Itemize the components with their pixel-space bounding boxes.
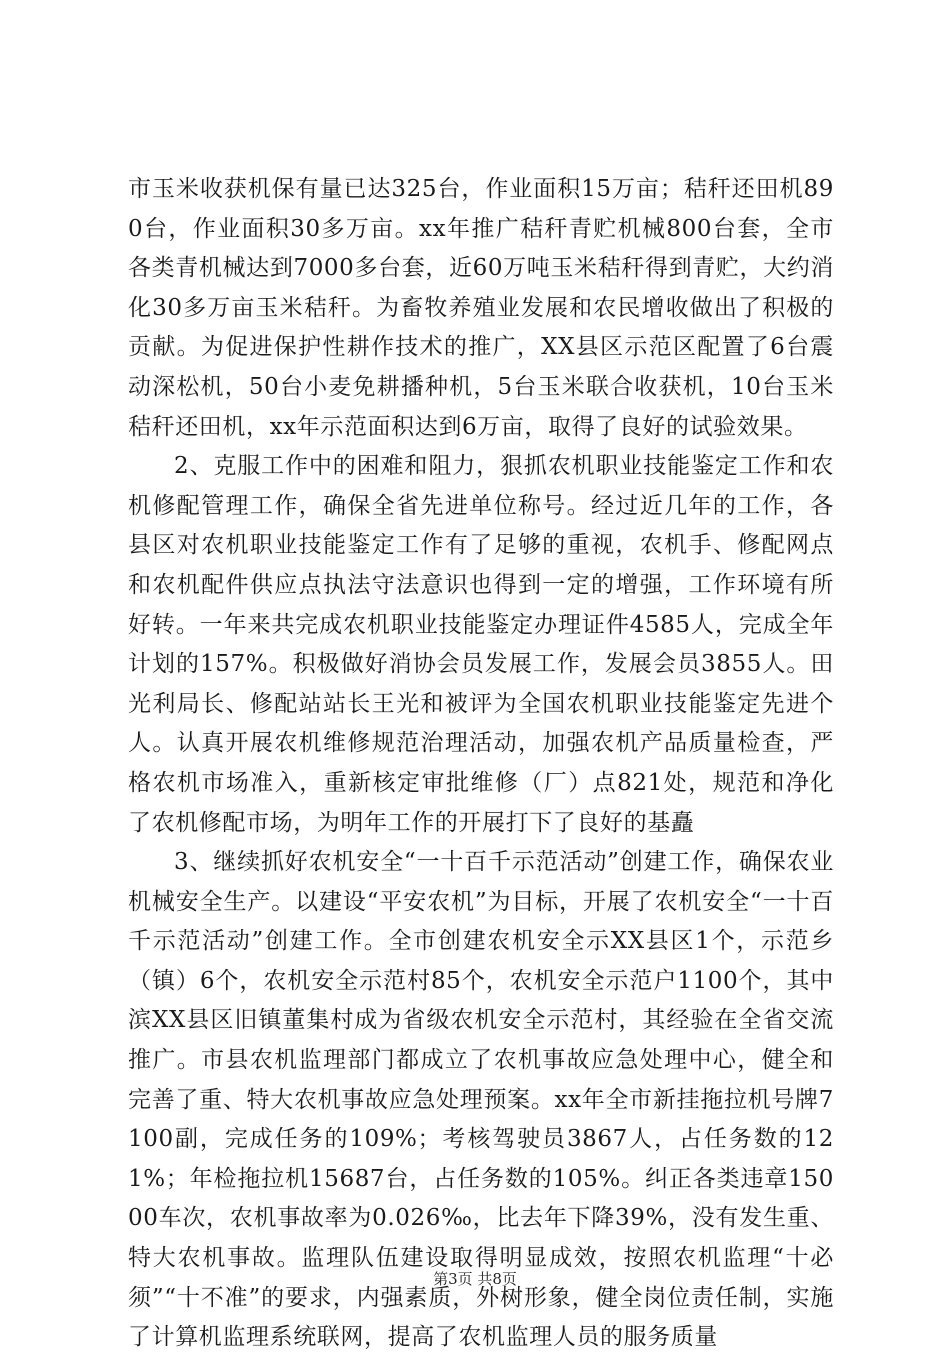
document-body (128, 170, 834, 1358)
page-number-footer: 第3页 共8页 (433, 1270, 517, 1288)
paragraph-item-3: 3、继续抓好农机安全“一十百千示范活动”创建工作，确保农业机械安全生产。以建设“平安农机”为目标，开展了农机安全“一十百千示范活动”创建工作。全市创建农机安全示XX县区1个，示范乡（镇）6个，农机安全示范村85个，农机安全示范户1100个，其中滨XX县区旧镇董集村成为省级农机安全示范村，其经验在全省交流推广。市县农机监理部门都成立了农机事故应急处理中心，健全和完善了重、特大农机事故应急处理预案。xx年全市新挂拖拉机号牌7100副，完成任务的109%；考核驾驶员3867人，占任务数的121%；年检拖拉机15687台，占任务数的105%。纠正各类违章15000车次，农机事故率为0.026‰，比去年下降39%，没有发生重、特大农机事故。监理队伍建设取得明显成效，按照农机监理“十必须”“十不准”的要求，内强素质，外树形象，健全岗位责任制，实施了计算机监理系统联网，提高了农机监理人员的服务质量 (128, 849, 834, 1351)
paragraph-continuation: 市玉米收获机保有量已达325台，作业面积15万亩；秸秆还田机890台，作业面积30多万亩。xx年推广秸秆青贮机械800台套，全市各类青机械达到7000多台套，近60万吨玉米秸秆得到青贮，大约消化30多万亩玉米秸秆。为畜牧养殖业发展和农民增收做出了积极的贡献。为促进保护性耕作技术的推广，XX县区示范区配置了6台震动深松机，50台小麦免耕播种机，5台玉米联合收获机，10台玉米秸秆还田机，xx年示范面积达到6万亩，取得了良好的试验效果。 (128, 176, 834, 440)
paragraph-item-2: 2、克服工作中的困难和阻力，狠抓农机职业技能鉴定工作和农机修配管理工作，确保全省先进单位称号。经过近几年的工作，各县区对农机职业技能鉴定工作有了足够的重视，农机手、修配网点和农机配件供应点执法守法意识也得到一定的增强，工作环境有所好转。一年来共完成农机职业技能鉴定办理证件4585人，完成全年计划的157%。积极做好消协会员发展工作，发展会员3855人。田光利局长、修配站站长王光和被评为全国农机职业技能鉴定先进个人。认真开展农机维修规范治理活动，加强农机产品质量检查，严格农机市场准入，重新核定审批维修（厂）点821处，规范和净化了农机修配市场，为明年工作的开展打下了良好的基矗 (128, 453, 834, 836)
